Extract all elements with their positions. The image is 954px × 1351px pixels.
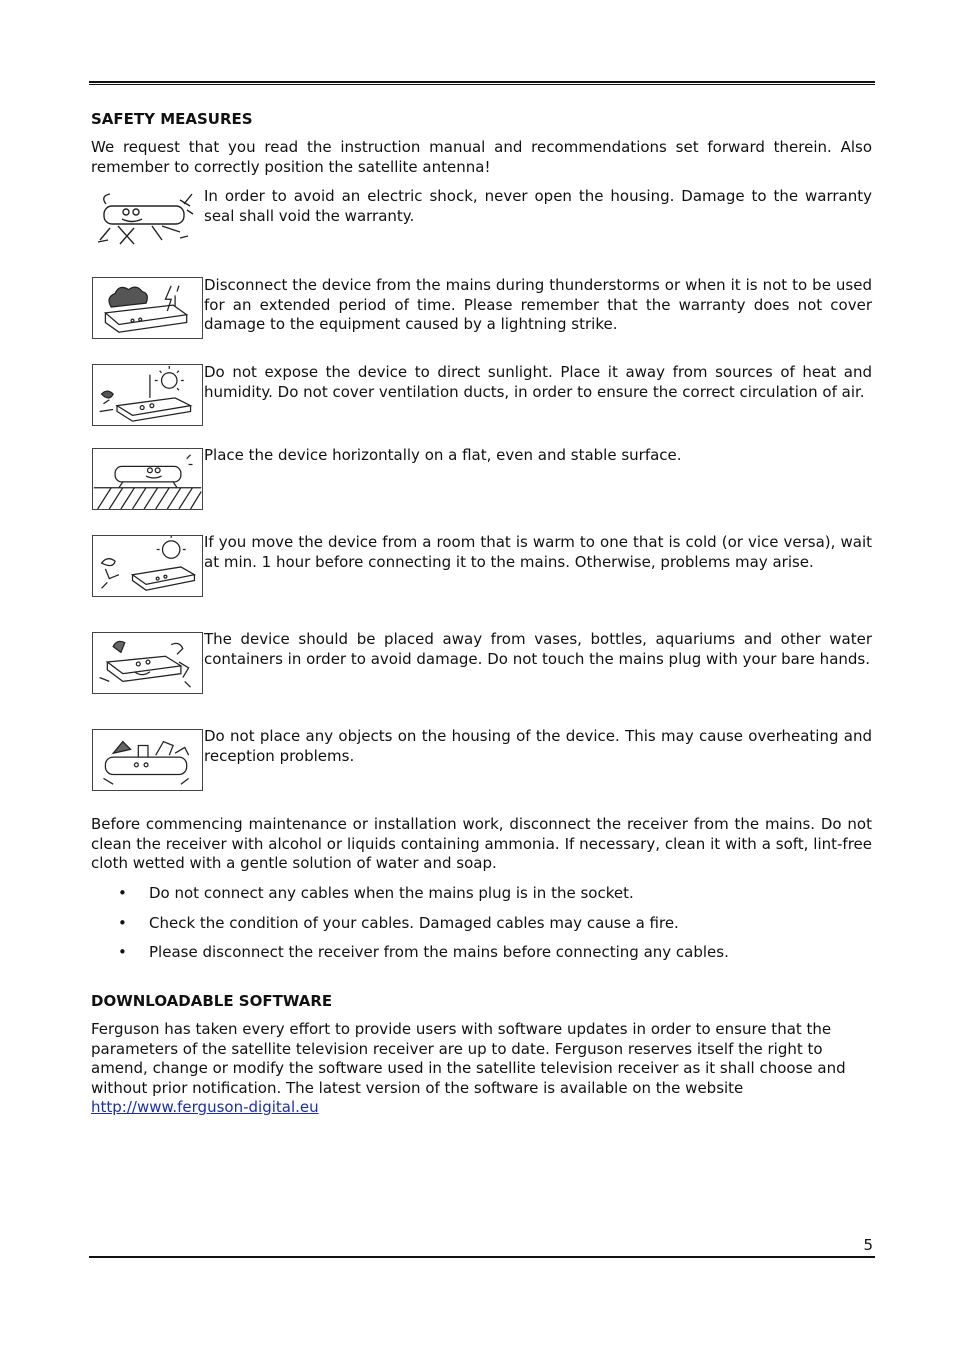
warning-text-7: Do not place any objects on the housing of the device. This may cause overheating and reception problems. <box>204 727 872 765</box>
bullet-symbol: • <box>118 884 127 902</box>
maintenance-paragraph: Before commencing maintenance or installation work, disconnect the receiver from the mains. Do not clean the receiver with alcohol or liquids containing ammonia. If necessary, clean it with a soft, lint-free cloth wetted with a gentle solution of water and soap. <box>91 815 872 872</box>
bullet-text: Check the condition of your cables. Damaged cables may cause a fire. <box>149 914 679 932</box>
footer-rule <box>89 1256 875 1258</box>
sunlight-heat-warning-icon <box>92 364 203 426</box>
software-paragraph <box>91 1020 875 1118</box>
bullet-symbol: • <box>118 914 127 932</box>
bullet-text: Please disconnect the receiver from the mains before connecting any cables. <box>149 943 729 961</box>
bullet-symbol: • <box>118 943 127 961</box>
objects-on-housing-warning-icon <box>92 729 203 791</box>
software-heading: DOWNLOADABLE SOFTWARE <box>91 992 333 1010</box>
page-number: 5 <box>863 1236 873 1254</box>
open-housing-warning-icon <box>92 188 203 252</box>
safety-intro: We request that you read the instruction manual and recommendations set forward therein. Also remember to correctly position the satellite antenna! <box>91 138 872 176</box>
bullet-text: Do not connect any cables when the mains plug is in the socket. <box>149 884 634 902</box>
warning-text-3: Do not expose the device to direct sunlight. Place it away from sources of heat and humidity. Do not cover ventilation ducts, in order to ensure the correct circulation of air. <box>204 363 872 401</box>
website-link[interactable]: http://www.ferguson-digital.eu <box>91 1098 319 1116</box>
flat-surface-icon <box>92 448 203 510</box>
header-rule <box>89 81 875 85</box>
warning-text-2: Disconnect the device from the mains during thunderstorms or when it is not to be used for an extended period of time. Please remember that the warranty does not cover damage to the equipment caused by a lightning strike. <box>204 276 872 333</box>
temperature-change-warning-icon <box>92 535 203 597</box>
safety-heading: SAFETY MEASURES <box>91 110 253 128</box>
warning-text-5: If you move the device from a room that is warm to one that is cold (or vice versa), wait at min. 1 hour before connecting it to the mains. Otherwise, problems may arise. <box>204 533 872 571</box>
warning-text-1: In order to avoid an electric shock, never open the housing. Damage to the warranty seal shall void the warranty. <box>204 187 872 225</box>
water-warning-icon <box>92 632 203 694</box>
warning-text-4: Place the device horizontally on a flat, even and stable surface. <box>204 446 682 464</box>
software-text: Ferguson has taken every effort to provide users with software updates in order to ensure that the parameters of the satellite television receiver are up to date. Ferguson reserves itself the right to amend, change or modify the software used in the satellite television receiver as it shall choose and without prior notification. The latest version of the software is available on the website <box>91 1020 846 1097</box>
warning-text-6: The device should be placed away from vases, bottles, aquariums and other water containers in order to avoid damage. Do not touch the mains plug with your bare hands. <box>204 630 872 668</box>
thunderstorm-warning-icon <box>92 277 203 339</box>
